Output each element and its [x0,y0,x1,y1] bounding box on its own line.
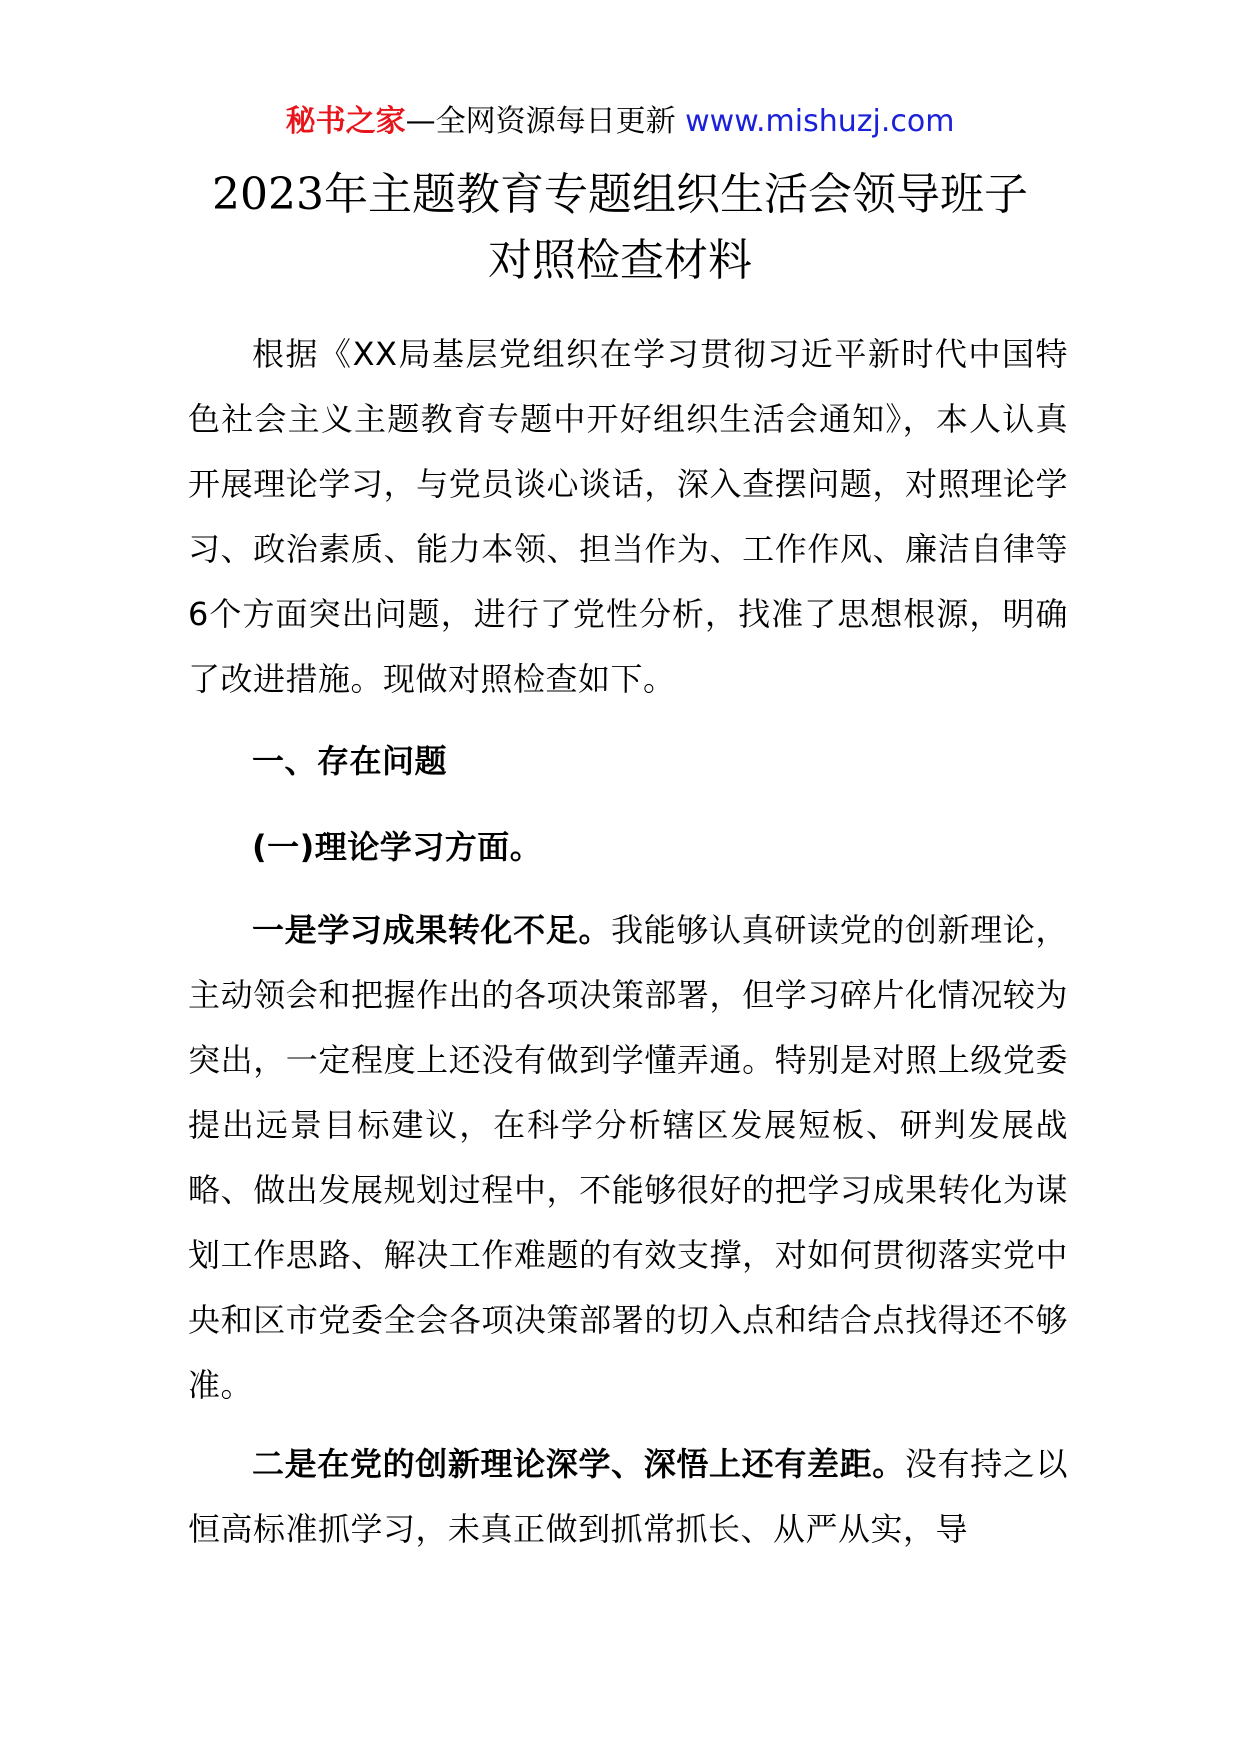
document-title-line2: 对照检查材料 [488,235,752,286]
site-slogan: —全网资源每日更新 [405,104,676,139]
document-body [188,322,1068,1562]
site-url-link[interactable]: www.mishuzj.com [685,104,955,139]
section-heading-problems: 一、存在问题 [252,742,448,780]
subsection-heading-theory: (一)理论学习方面。 [252,828,543,866]
problem-lead-2: 二是在党的创新理论深学、深悟上还有差距。 [252,1445,905,1483]
problem-lead-1: 一是学习成果转化不足。 [252,911,612,949]
problem-paragraph-1 [188,898,1068,1418]
problem-paragraph-2 [188,1432,1068,1562]
document-title [0,162,1240,294]
problem-text-2: 没有持之以恒高标准抓学习，未真正做到抓常抓长、从严从实，导 [188,1445,1068,1548]
problem-text-1: 我能够认真研读党的创新理论，主动领会和把握作出的各项决策部署，但学习碎片化情况较为突出，一定程度上还没有做到学懂弄通。特别是对照上级党委提出远景目标建议，在科学分析辖区发展短板、研判发展战略、做出发展规划过程中，不能够很好的把学习成果转化为谋划工作思路、解决工作难题的有效支撑，对如何贯彻落实党中央和区市党委全会各项决策部署的切入点和结合点找得还不够准。 [188,911,1068,1404]
site-header [0,100,1240,144]
intro-paragraph: 根据《XX局基层党组织在学习贯彻习近平新时代中国特色社会主义主题教育专题中开好组织生活会通知》，本人认真开展理论学习，与党员谈心谈话，深入查摆问题，对照理论学习、政治素质、能力本领、担当作为、工作作风、廉洁自律等6个方面突出问题，进行了党性分析，找准了思想根源，明确了改进措施。现做对照检查如下。 [188,335,1068,698]
site-name: 秘书之家 [285,104,406,139]
document-title-line1: 2023年主题教育专题组织生活会领导班子 [212,169,1028,220]
